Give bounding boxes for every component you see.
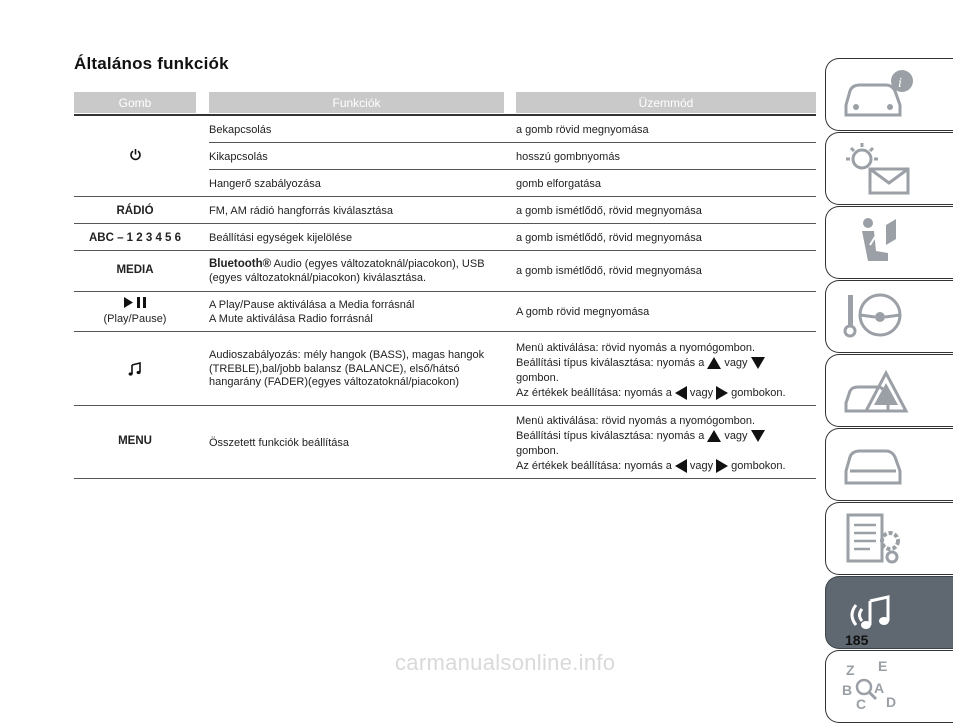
row-divider xyxy=(74,250,816,251)
func-kikapcsolas: Kikapcsolás xyxy=(209,151,268,163)
arrow-right-icon xyxy=(716,386,728,400)
breakdown-warning-icon xyxy=(840,363,920,419)
func-playpause: A Play/Pause aktiválása a Media forrásnál A Mute aktiválása Radio forrásnál xyxy=(209,299,415,325)
func-bekapcsolas: Bekapcsolás xyxy=(209,124,272,136)
func-hangero: Hangerő szabályozása xyxy=(209,178,321,190)
svg-text:Z: Z xyxy=(846,662,855,678)
car-maintenance-icon xyxy=(840,437,920,493)
mode-presets: a gomb ismétlődő, rövid megnyomása xyxy=(516,232,702,244)
table-bottom-rule xyxy=(74,478,816,479)
tab-technical-data[interactable] xyxy=(825,502,953,575)
car-info-icon xyxy=(840,67,920,123)
music-note-icon xyxy=(74,362,196,381)
arrow-down-icon xyxy=(751,430,765,442)
svg-text:i: i xyxy=(898,76,902,91)
row-divider xyxy=(74,405,816,406)
func-audio: Audioszabályozás: mély hangok (BASS), magas hangok (TREBLE),bal/jobb balansz (BALANCE), első/hátsó hangarány (FADER)(egyes változatoknál/piacokon) xyxy=(209,349,485,388)
button-menu: MENU xyxy=(118,435,152,447)
func-presets: Beállítási egységek kijelölése xyxy=(209,232,353,244)
row-divider xyxy=(74,196,816,197)
mode-audio: Menü aktiválása: rövid nyomás a nyomógombon. Beállítási típus kiválasztása: nyomás a vagy gombon. Az értékek beállítása: nyomás a vagy gombokon. xyxy=(516,342,786,399)
tab-starting-driving[interactable] xyxy=(825,280,953,353)
mode-radio: a gomb ismétlődő, rövid megnyomása xyxy=(516,205,702,217)
play-pause-icon xyxy=(122,299,148,311)
watermark: carmanualsonline.info xyxy=(395,650,616,675)
tab-warning-lights[interactable] xyxy=(825,132,953,205)
technical-data-icon xyxy=(840,511,920,567)
power-icon xyxy=(74,148,196,166)
seat-airbag-icon xyxy=(840,215,920,271)
svg-text:C: C xyxy=(856,696,867,712)
arrow-down-icon xyxy=(751,357,765,369)
tab-index[interactable] xyxy=(825,650,953,723)
button-radio: RÁDIÓ xyxy=(116,205,154,217)
row-divider xyxy=(74,291,816,292)
tab-maintenance[interactable] xyxy=(825,428,953,501)
playpause-label: (Play/Pause) xyxy=(103,312,167,325)
header-rule xyxy=(74,114,816,116)
row-divider xyxy=(74,331,816,332)
svg-text:A: A xyxy=(874,680,885,696)
func-menu: Összetett funkciók beállítása xyxy=(209,437,350,449)
arrow-left-icon xyxy=(675,459,687,473)
key-steering-wheel-icon xyxy=(840,289,920,345)
playpause-button xyxy=(74,297,196,326)
warning-light-message-icon xyxy=(840,141,920,197)
svg-text:E: E xyxy=(878,659,888,674)
index-icon xyxy=(840,659,920,715)
page-number: 185 xyxy=(845,632,869,648)
arrow-right-icon xyxy=(716,459,728,473)
section-title: Általános funkciók xyxy=(74,54,229,73)
mode-menu: Menü aktiválása: rövid nyomás a nyomógombon. Beállítási típus kiválasztása: nyomás a vagy gombon. Az értékek beállítása: nyomás a vagy gombokon. xyxy=(516,415,786,472)
tab-emergency[interactable] xyxy=(825,354,953,427)
header-uzemmod: Üzemmód xyxy=(516,92,816,113)
tab-safety[interactable] xyxy=(825,206,953,279)
arrow-left-icon xyxy=(675,386,687,400)
row-divider xyxy=(209,142,816,143)
arrow-up-icon xyxy=(707,357,721,369)
mode-kikapcsolas: hosszú gombnyomás xyxy=(516,151,620,163)
func-media: Bluetooth® Audio (egyes változatoknál/piacokon), USB (egyes változatoknál/piacokon) kiválasztása. xyxy=(209,258,485,284)
mode-playpause: A gomb rövid megnyomása xyxy=(516,306,650,318)
tab-car-info[interactable] xyxy=(825,58,953,131)
mode-media: a gomb ismétlődő, rövid megnyomása xyxy=(516,265,702,277)
header-gomb: Gomb xyxy=(74,92,196,113)
button-media: MEDIA xyxy=(116,264,154,276)
row-divider xyxy=(74,223,816,224)
row-divider xyxy=(209,169,816,170)
button-presets: ABC – 1 2 3 4 5 6 xyxy=(88,232,182,244)
func-radio: FM, AM rádió hangforrás kiválasztása xyxy=(209,205,394,217)
bluetooth-label: Bluetooth® xyxy=(209,258,272,270)
header-funkciok: Funkciók xyxy=(209,92,504,113)
arrow-up-icon xyxy=(707,430,721,442)
mode-hangero: gomb elforgatása xyxy=(516,178,601,190)
svg-text:D: D xyxy=(886,694,897,710)
mode-bekapcsolas: a gomb rövid megnyomása xyxy=(516,124,649,136)
svg-text:B: B xyxy=(842,682,853,698)
